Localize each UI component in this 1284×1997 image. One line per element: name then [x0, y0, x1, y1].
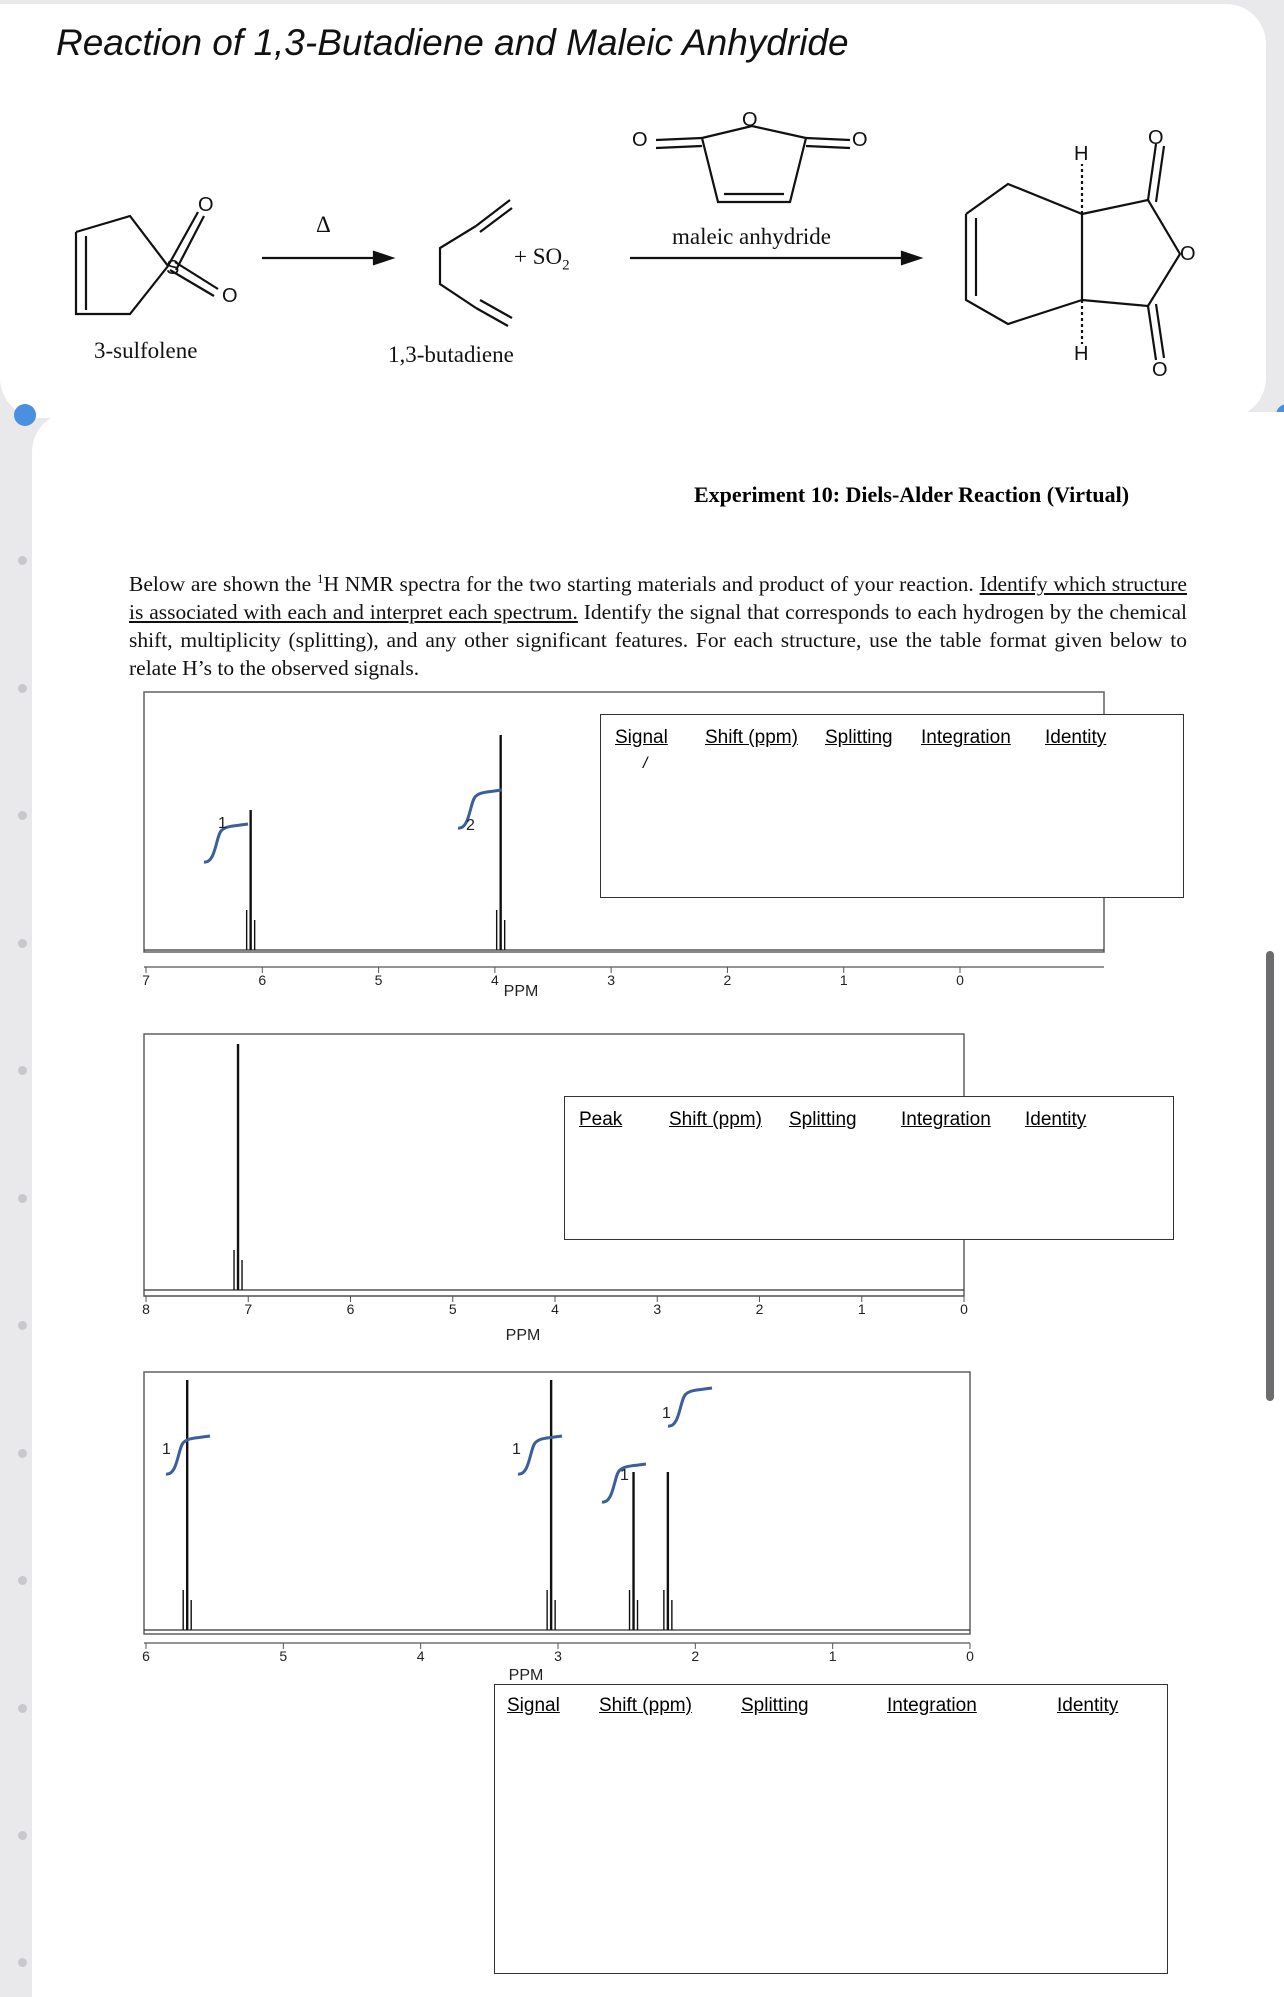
page-title: Reaction of 1,3-Butadiene and Maleic Anhydride — [56, 22, 849, 63]
atom-o-label: O — [742, 109, 758, 131]
table-header: Signal — [615, 727, 668, 748]
x-tick-label: 8 — [142, 1301, 150, 1317]
table-header: Shift (ppm) — [669, 1109, 762, 1130]
delta-label: Δ — [316, 212, 331, 237]
x-tick-label: 0 — [956, 972, 964, 988]
x-tick-label: 6 — [142, 1648, 150, 1664]
x-tick-label: 4 — [551, 1301, 559, 1317]
x-tick-label: 1 — [828, 1648, 837, 1664]
x-tick-label: 0 — [966, 1648, 974, 1664]
integration-label: 1 — [162, 1441, 171, 1458]
table-header: Peak — [579, 1109, 623, 1130]
x-tick-label: 6 — [346, 1301, 355, 1317]
x-tick-label: 2 — [723, 972, 732, 988]
spectrum-1-table[interactable] — [600, 714, 1184, 898]
atom-h-label: H — [1074, 143, 1089, 165]
integration-curve — [518, 1436, 562, 1474]
table-header: Identity — [1045, 727, 1107, 748]
integration-curve — [458, 790, 502, 828]
atom-o-label: O — [852, 129, 868, 151]
vertical-scrollbar[interactable] — [1266, 951, 1274, 1401]
x-axis-label: PPM — [505, 1327, 541, 1344]
maleic-anhydride-label: maleic anhydride — [672, 224, 832, 249]
sulfolene-label: 3-sulfolene — [94, 338, 198, 363]
atom-o-label: O — [198, 194, 214, 216]
x-tick-label: 3 — [653, 1301, 662, 1317]
x-tick-label: 7 — [244, 1301, 253, 1317]
spectrum-3-table[interactable] — [494, 1684, 1168, 1974]
x-tick-label: 2 — [755, 1301, 764, 1317]
atom-o-label: O — [1152, 359, 1168, 381]
table-header: Identity — [1057, 1695, 1119, 1716]
table-header: Integration — [887, 1695, 977, 1716]
x-tick-label: 5 — [448, 1301, 457, 1317]
so2-label: + $SO_2$ — [514, 244, 570, 274]
x-axis-label: PPM — [508, 1667, 544, 1684]
table-header: Integration — [901, 1109, 991, 1130]
integration-label: 2 — [466, 817, 475, 834]
atom-o-label: O — [632, 129, 648, 151]
table-header: Identity — [1025, 1109, 1087, 1130]
x-tick-label: 1 — [857, 1301, 866, 1317]
x-tick-label: 1 — [839, 972, 848, 988]
x-tick-label: 3 — [554, 1648, 562, 1664]
spectrum-2-table[interactable] — [564, 1096, 1174, 1240]
integration-curve — [668, 1388, 712, 1426]
integration-label: 1 — [620, 1467, 629, 1484]
x-tick-label: 0 — [960, 1301, 968, 1317]
atom-o-label: O — [1180, 243, 1196, 265]
table-header: Splitting — [825, 727, 893, 748]
atom-s-label: S — [166, 257, 180, 279]
table-header: Signal — [507, 1695, 560, 1716]
x-tick-label: 3 — [607, 972, 616, 988]
x-tick-label: 4 — [490, 972, 499, 988]
atom-o-label: O — [222, 285, 238, 307]
instructions-paragraph: Below are shown the $^1$H NMR spectra for the two starting materials and product of your reaction. Identify which structure is associated with each and interpret each spectrum. Identify the signal that corresponds to each hydrogen by the chemical shift, multiplicity (splitting), and any other significant features. For each structure, use the table format given below to relate H’s to the observed signals. — [129, 571, 1187, 681]
integration-label: 1 — [662, 1405, 671, 1422]
table-header: Splitting — [789, 1109, 857, 1130]
integration-label: 1 — [512, 1441, 521, 1458]
table-cell: / — [643, 755, 648, 772]
x-tick-label: 5 — [279, 1648, 288, 1664]
experiment-heading: Experiment 10: Diels-Alder Reaction (Virtual) — [694, 482, 1130, 507]
x-tick-label: 2 — [691, 1648, 700, 1664]
x-axis-label: PPM — [503, 983, 539, 1000]
table-header: Integration — [921, 727, 1011, 748]
butadiene-label: 1,3-butadiene — [388, 342, 514, 367]
spectrum-frame — [144, 1372, 970, 1634]
atom-h-label: H — [1074, 343, 1089, 365]
x-tick-label: 7 — [142, 972, 150, 988]
table-header: Splitting — [741, 1695, 809, 1716]
table-header: Shift (ppm) — [599, 1695, 692, 1716]
x-tick-label: 6 — [258, 972, 267, 988]
atom-o-label: O — [1148, 127, 1164, 149]
x-tick-label: 5 — [374, 972, 383, 988]
x-tick-label: 4 — [416, 1648, 425, 1664]
table-header: Shift (ppm) — [705, 727, 798, 748]
integration-label: 1 — [218, 815, 227, 832]
